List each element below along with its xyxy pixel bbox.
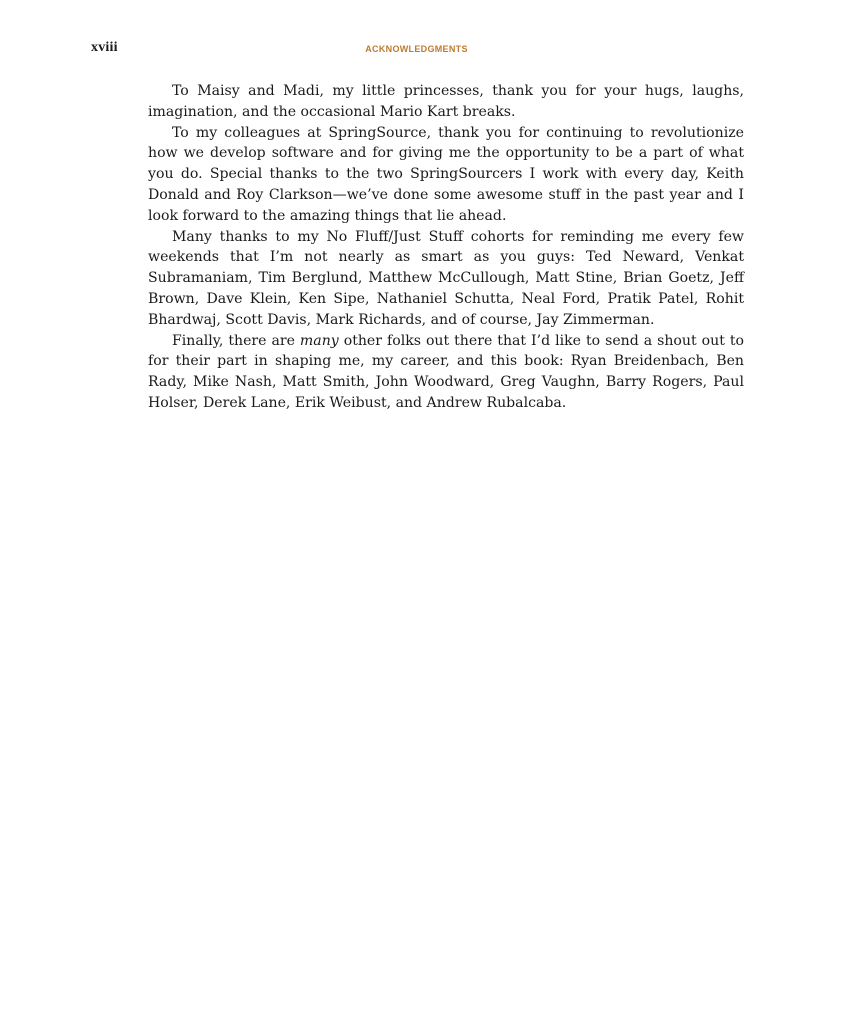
final-paragraph-emphasis: many	[299, 332, 339, 349]
paragraph-nfjs-cohorts: Many thanks to my No Fluff/Just Stuff cohorts for reminding me every few weekends that I’m not nearly as smart as you guys: Ted Neward, Venkat Subramaniam, Tim Berglund, Matthew McCullough, Matt Stine, Brian Goetz, Jeff Brown, Dave Klein, Ken Sipe, Nathaniel Schutta, Neal Ford, Pratik Patel, Rohit Bhardwaj, Scott Davis, Mark Richards, and of course, Jay Zimmerman.	[148, 228, 744, 328]
paragraph-final-thanks	[148, 331, 744, 414]
acknowledgments-body	[148, 81, 744, 414]
running-head: ACKNOWLEDGMENTS	[365, 44, 468, 54]
paragraph-family: To Maisy and Madi, my little princesses, thank you for your hugs, laughs, imagination, and the occasional Mario Kart breaks.	[148, 83, 744, 120]
page-header	[0, 0, 849, 60]
paragraph-colleagues: To my colleagues at SpringSource, thank you for continuing to revolutionize how we develop software and for giving me the opportunity to be a part of what you do. Special thanks to the two SpringSourcers I work with every day, Keith Donald and Roy Clarkson—we’ve done some awesome stuff in the past year and I look forward to the amazing things that lie ahead.	[148, 124, 744, 224]
final-paragraph-lead: Finally, there are	[172, 332, 300, 349]
final-paragraph-rest: other folks out there that I’d like to send a shout out to for their part in shaping me, my career, and this book: Ryan Breidenbach, Ben Rady, Mike Nash, Matt Smith, John Woodward, Greg Vaughn, Barry Rogers, Paul Holser, Derek Lane, Erik Weibust, and Andrew Rubalcaba.	[148, 332, 744, 411]
page-number: xviii	[91, 40, 118, 55]
